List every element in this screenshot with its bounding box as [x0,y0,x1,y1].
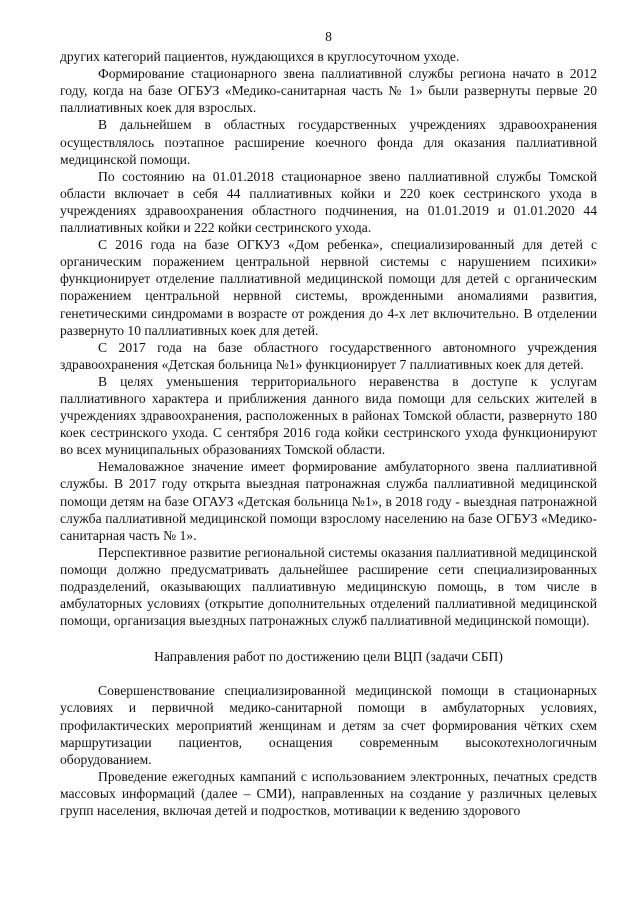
paragraph-future-development: Перспективное развитие региональной системы оказания паллиативной медицинской помощи должно предусматривать дальнейшее расширение сети специализированных подразделений, оказывающих паллиативную медицинскую помощь, в том числе в амбулаторных условиях (открытие дополнительных отделений паллиативной медицинской помощи, организация выездных патронажных служб паллиативной медицинской помощи). [60,544,597,629]
paragraph-continuation: других категорий пациентов, нуждающихся в круглосуточном уходе. [60,49,460,65]
paragraph-media-campaigns: Проведение ежегодных кампаний с использованием электронных, печатных средств массовых информаций (далее – СМИ), направленных на создание у различных целевых групп населения, включая детей и подростков, мотивации к ведению здорового [60,768,597,819]
paragraph-children-home: С 2016 года на базе ОГКУЗ «Дом ребенка», специализированный для детей с органическим поражением центральной нервной системы с нарушением психики» функционирует отделение паллиативной медицинской помощи для детей с органическим поражением центральной нервной системы, врожденными аномалиями развития, генетическими синдромами в возрасте от рождения до 4-х лет включительно. В отделении развернуто 10 паллиативных коек для детей. [60,237,597,338]
section-title [60,648,597,665]
section-title-text: Направления работ по достижению цели ВЦП (задачи СБП) [154,649,503,665]
paragraph-children-hospital: С 2017 года на базе областного государственного автономного учреждения здравоохранения «Детская больница №1» функционирует 7 паллиативных коек для детей. [60,339,597,372]
page-number: 8 [325,29,332,44]
paragraph-care-improvement: Совершенствование специализированной медицинской помощи в стационарных условиях и первичной медико-санитарной помощи в амбулаторных условиях, профилактических мероприятий женщинам и детям за счет формирования чётких схем маршрутизации пациентов, оснащения современным высокотехнологичным оборудованием. [60,683,597,767]
paragraph-bed-statistics: По состоянию на 01.01.2018 стационарное звено паллиативной службы Томской области включает в себя 44 паллиативных койки и 220 коек сестринского ухода в учреждениях здравоохранения областного подчинения, на 01.01.2019 и 01.01.2020 44 паллиативных койки и 222 койки сестринского ухода. [60,168,597,236]
document-page [60,28,597,819]
paragraph-outpatient-service: Немаловажное значение имеет формирование амбулаторного звена паллиативной службы. В 2017 году открыта выездная патронажная служба паллиативной медицинской помощи детям на базе ОГАУЗ «Детская больница №1», в 2018 году - выездная патронажной служба паллиативной медицинской помощи взрослому населению на базе ОГБУЗ «Медико-санитарная часть № 1». [60,459,597,543]
paragraph-bed-expansion: В дальнейшем в областных государственных учреждениях здравоохранения осуществлялось поэтапное расширение коечного фонда для оказания паллиативной медицинской помощи. [60,117,597,167]
paragraph-inpatient-start: Формирование стационарного звена паллиативной службы региона начато в 2012 году, когда на базе ОГБУЗ «Медико-санитарная часть № 1» были развернуты первые 20 паллиативных коек для взрослых. [60,66,597,116]
paragraph-rural-access: В целях уменьшения территориального неравенства в доступе к услугам паллиативного характера и приближения данного вида помощи для сельских жителей в учреждениях здравоохранения, расположенных в районах Томской области, развернуто 180 коек сестринского ухода. С сентября 2016 года койки сестринского ухода функционируют во всех муниципальных образованиях Томской области. [60,373,597,458]
